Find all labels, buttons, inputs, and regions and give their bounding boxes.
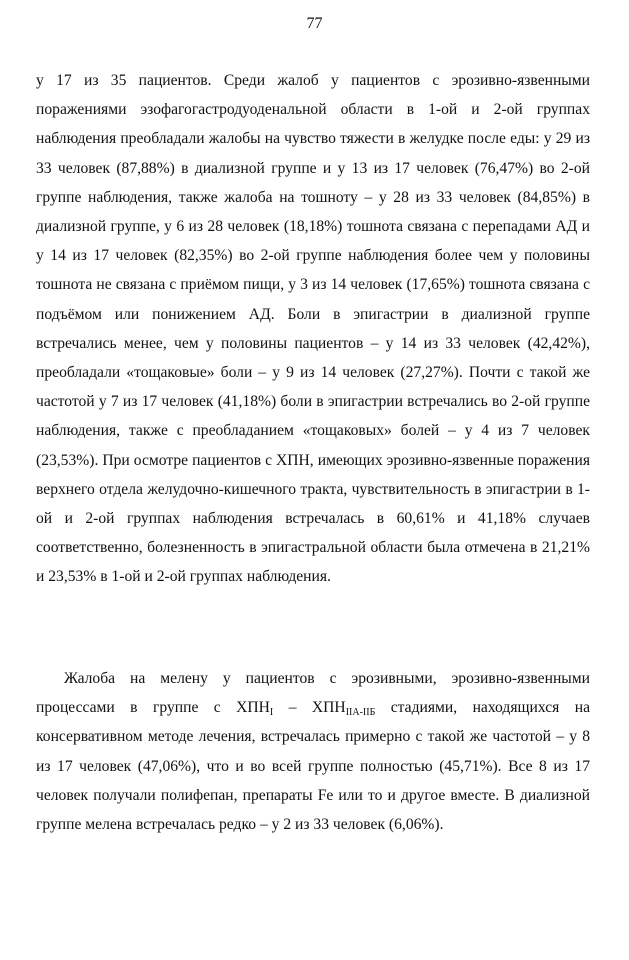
- paragraph-2-text-before: Жалоба на мелену у пациентов с эрозивными, эрозивно-язвенными процессами в группе с ХПН: [36, 670, 590, 717]
- paragraph-2-text-middle: – ХПН: [273, 699, 346, 717]
- page-number: 77: [306, 15, 323, 32]
- paragraph-1: у 17 из 35 пациентов. Среди жалоб у пациентов с эрозивно-язвенными поражениями эзофагогастродуоденальной области в 1-ой и 2-ой группах наблюдения преобладали жалобы на чувство тяжести в желудке после еды: у 29 из 33 человек (87,88%) в диализной группе и у 13 из 17 человек (76,47%) во 2-ой группе наблюдения, также жалоба на тошноту – у 28 из 33 человек (84,85%) в диализной группе, у 6 из 28 человек (18,18%) тошнота связана с перепадами АД и у 14 из 17 человек (82,35%) во 2-ой группе наблюдения более чем у половины тошнота не связана с приёмом пищи, у 3 из 14 человек (17,65%) тошнота связана с подъёмом или понижением АД. Боли в эпигастрии в диализной группе встречались менее, чем у половины пациентов – у 14 из 33 человек (42,42%), преобладали «тощаковые» боли – у 9 из 14 человек (27,27%). Почти с такой же частотой у 7 из 17 человек (41,18%) боли в эпигастрии встречались во 2-ой группе наблюдения, также с преобладанием «тощаковых» болей – у 4 из 7 человек (23,53%). При осмотре пациентов с ХПН, имеющих эрозивно-язвенные поражения верхнего отдела желудочно-кишечного тракта, чувствительность в эпигастрии в 1-ой и 2-ой группах наблюдения встречалась в 60,61% и 41,18% случаев соответственно, болезненность в эпигастральной области была отмечена в 21,21% и 23,53% в 1-ой и 2-ой группах наблюдения.: [36, 72, 590, 586]
- stage-subscript-1: I: [269, 707, 274, 719]
- paragraph-2: [36, 664, 590, 839]
- paragraph-2-text-after: стадиями, находящихся на консервативном методе лечения, встречалась примерно с такой же частотой – у 8 из 17 человек (47,06%), что и во всей группе полностью (45,71%). Все 8 из 17 человек получали полифепан, препараты Fe или то и другое вместе. В диализной группе мелена встречалась редко – у 2 из 33 человек (6,06%).: [36, 699, 590, 834]
- stage-subscript-2: IIА-IIБ: [345, 707, 376, 719]
